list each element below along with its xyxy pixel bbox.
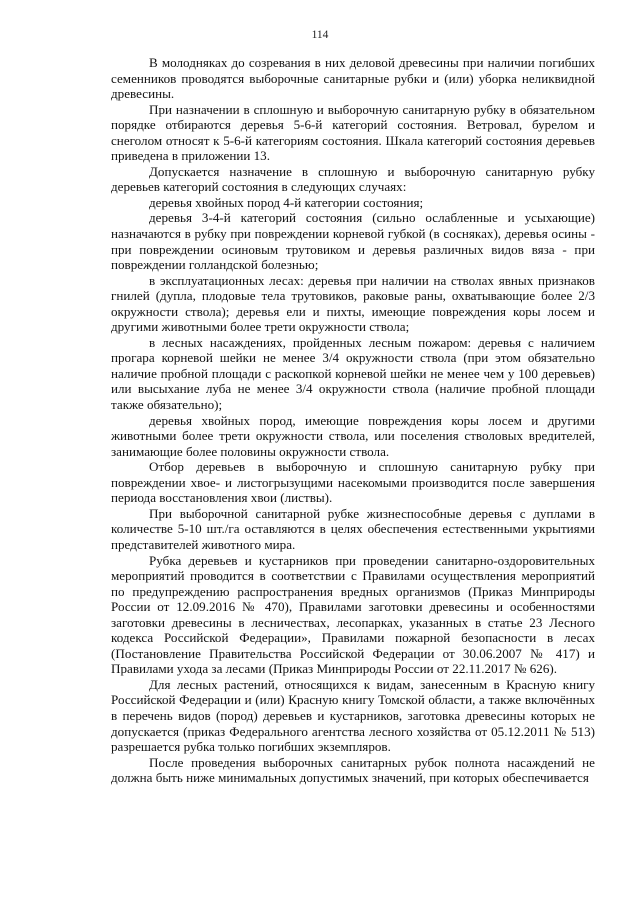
page-body (111, 55, 595, 786)
paragraph-9: Отбор деревьев в выборочную и сплошную санитарную рубку при повреждении хвое- и листогрызущими насекомыми производится после завершения периода восстановления хвои (листвы). (111, 459, 595, 506)
paragraph-1: В молодняках до созревания в них деловой древесины при наличии погибших семенников проводятся выборочные санитарные рубки и (или) уборка неликвидной древесины. (111, 55, 595, 102)
paragraph-10: При выборочной санитарной рубке жизнеспособные деревья с дуплами в количестве 5-10 шт./га оставляются в целях обеспечения естественными укрытиями представителей животного мира. (111, 505, 595, 552)
paragraph-2: При назначении в сплошную и выборочную санитарную рубку в обязательном порядке отбираются деревья 5-6-й категорий состояния. Ветровал, бурелом и снеголом относят к 5-6-й категориям состояния. Шкала категорий состояния деревьев приведена в приложении 13. (111, 101, 595, 164)
paragraph-3: Допускается назначение в сплошную и выборочную санитарную рубку деревьев категорий состояния в следующих случаях: (111, 163, 595, 195)
page-number: 114 (311, 29, 329, 41)
paragraph-7: в лесных насаждениях, пройденных лесным пожаром: деревья с наличием прогара корневой шейки не менее 3/4 окружности ствола (при этом обязательно наличие пробной площади с раскопкой корневой шейки не менее чем у 100 деревьев) или высыхание луба не менее 3/4 окружности ствола (наличие пробной площади также обязательно); (111, 334, 595, 413)
paragraph-13: После проведения выборочных санитарных рубок полнота насаждений не должна быть ниже минимальных допустимых значений, при которых обеспечивается (111, 754, 595, 786)
paragraph-6: в эксплуатационных лесах: деревья при наличии на стволах явных признаков гнилей (дупла, плодовые тела трутовиков, раковые раны, охватывающие более 2/3 окружности ствола); деревья ели и пихты, имеющие повреждения коры лосем и другими животными более трети окружности ствола; (111, 272, 595, 335)
paragraph-8: деревья хвойных пород, имеющие повреждения коры лосем и другими животными более трети окружности ствола, или поселения стволовых вредителей, занимающие более половины окружности ствола. (111, 412, 595, 459)
paragraph-11: Рубка деревьев и кустарников при проведении санитарно-оздоровительных мероприятий проводится в соответствии с Правилами осуществления мероприятий по предупреждению распространения вредных организмов (Приказ Минприроды России от 12.09.2016 № 470), Правилами заготовки древесины и особенностями заготовки древесины в лесничествах, лесопарках, указанных в статье 23 Лесного кодекса Российской Федерации», Правилами пожарной безопасности в лесах (Постановление Правительства Российской Федерации от 30.06.2007 № 417) и Правилами ухода за лесами (Приказ Минприроды России от 22.11.2017 № 626). (111, 552, 595, 677)
paragraph-12: Для лесных растений, относящихся к видам, занесенным в Красную книгу Российской Федерации и (или) Красную книгу Томской области, а также включённых в перечень видов (пород) деревьев и кустарников, заготовка древесины которых не допускается (приказ Федерального агентства лесного хозяйства от 05.12.2011 № 513) разрешается рубка только погибших экземпляров. (111, 676, 595, 755)
paragraph-4: деревья хвойных пород 4-й категории состояния; (149, 194, 424, 210)
paragraph-5: деревья 3-4-й категорий состояния (сильно ослабленные и усыхающие) назначаются в рубку при повреждении корневой губкой (в сосняках), деревья осины - при повреждении осиновым трутовиком и деревья различных видов вяза - при повреждении голландской болезнью; (111, 210, 595, 273)
